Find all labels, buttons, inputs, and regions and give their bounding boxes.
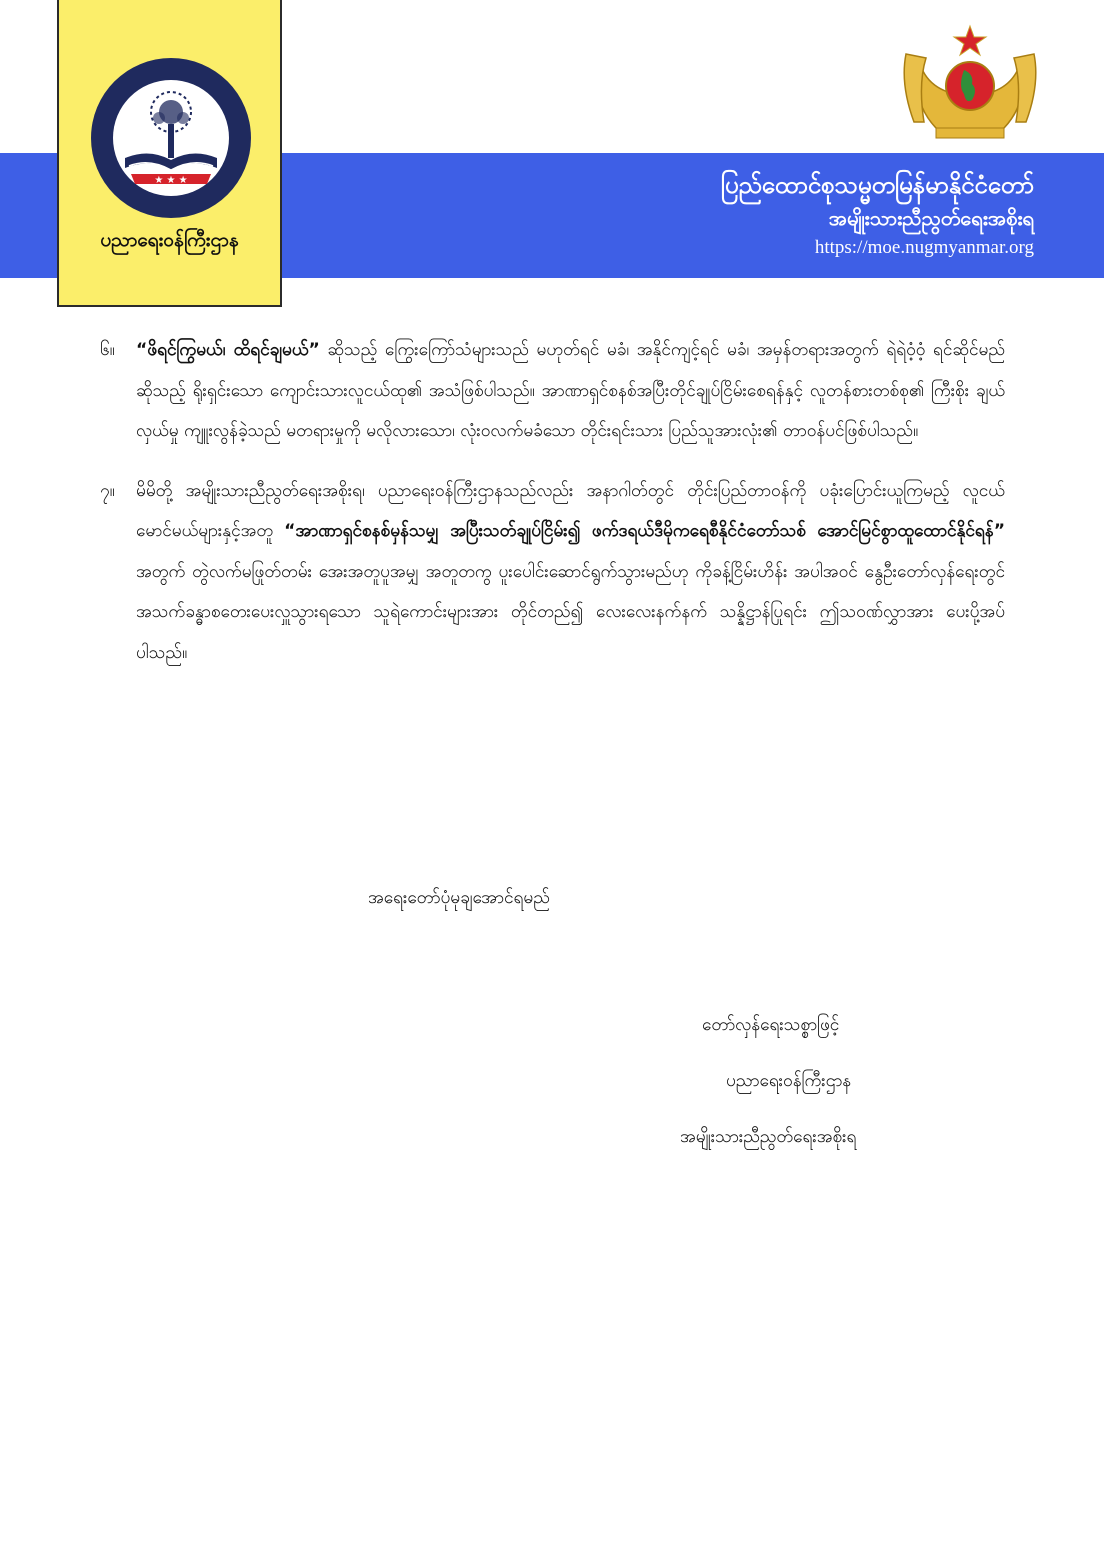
signature-line-1: တော်လှန်ရေးသစ္စာဖြင့် [702,1015,840,1035]
ministry-logo-box [57,0,282,307]
signature-block [680,997,940,1165]
header-text [721,168,1034,262]
paragraph-7 [100,471,1005,674]
country-name: ပြည်ထောင်စုသမ္မတမြန်မာနိုင်ငံတော် [720,171,1034,199]
logo-caption: ပညာရေးဝန်ကြီးဌာန [100,229,239,251]
signature-line-2: ပညာရေးဝန်ကြီးဌာန [726,1071,852,1091]
ministry-logo [89,56,253,220]
government-name: အမျိုးသားညီညွတ်ရေးအစိုးရ [828,206,1034,230]
website-link[interactable]: https://moe.nugmyanmar.org [814,237,1034,258]
paragraph-number: ၇။ [100,480,115,501]
paragraph-text: မိမိတို့ အမျိုးသားညီညွတ်ရေးအစိုးရ၊ ပညာရေးဝန်ကြီးဌာနသည်လည်း အနာဂါတ်တွင် တိုင်းပြည်တာဝန်ကို ပခုံးပြောင်းယူကြမည့် လူငယ်မောင်မယ်များနှင့်အတူ [136,480,1005,541]
paragraph-number: ၆။ [100,340,115,360]
svg-text:★ ★ ★: ★ ★ ★ [154,175,188,186]
paragraph-text: ဆိုသည့် ကြွေးကြော်သံများသည် မဟုတ်ရင် မခံ၊ အနိုင်ကျင့်ရင် မခံ၊ အမှန်တရားအတွက် ရဲရဲဝံ့ဝံ့ ရင်ဆိုင်မည် ဆိုသည့် ရိုးရှင်းသော ကျောင်းသားလူငယ်ထု၏ အသံဖြစ်ပါသည်။ အာဏာရှင်စနစ်အပြီးတိုင်ချုပ်ငြိမ်းစေရန်နှင့် လူတန်စားတစ်စု၏ ကြီးစိုး ချယ်လှယ်မှု ကျူးလွန်ခဲ့သည် မတရားမှုကို မလိုလားသော၊ လုံးဝလက်မခံသော တိုင်းရင်းသား ပြည်သူအားလုံး၏ တာဝန်ပင်ဖြစ်ပါသည်။ [136,340,1005,441]
goal-quote: “အာဏာရှင်စနစ်မှန်သမျှ အပြီးသတ်ချုပ်ငြိမ်း၍ ဖက်ဒရယ်ဒီမိုကရေစီနိုင်ငံတော်သစ် အောင်မြင်စွာထူထောင်နိုင်ရန်” [284,521,1005,541]
closing-slogan: အရေးတော်ပုံမုချအောင်ရမည် [368,888,550,908]
paragraph-6 [100,330,1005,452]
signature-line-3: အမျိုးသားညီညွတ်ရေးအစိုးရ [680,1127,857,1147]
statement-body [100,330,1005,692]
paragraph-text: အတွက် တွဲလက်မဖြုတ်တမ်း အေးအတူပူအမျှ အတူတကွ ပူးပေါင်းဆောင်ရွက်သွားမည်ဟု ကိုခန့်ငြိမ်းဟိန်း အပါအဝင် နွေဦးတော်လှန်ရေးတွင် အသက်ခန္ဓာစတေးပေးလှူသွားရသော သူရဲကောင်းများအား တိုင်တည်၍ လေးလေးနက်နက် သန္နိဋ္ဌာန်ပြုရင်း ဤသဝဏ်လွှာအား ပေးပို့အပ်ပါသည်။ [136,561,1005,663]
slogan-quote: “ဖိရင်ကြွမယ်၊ ထိရင်ချမယ်” [136,340,320,360]
state-emblem [900,24,1040,144]
